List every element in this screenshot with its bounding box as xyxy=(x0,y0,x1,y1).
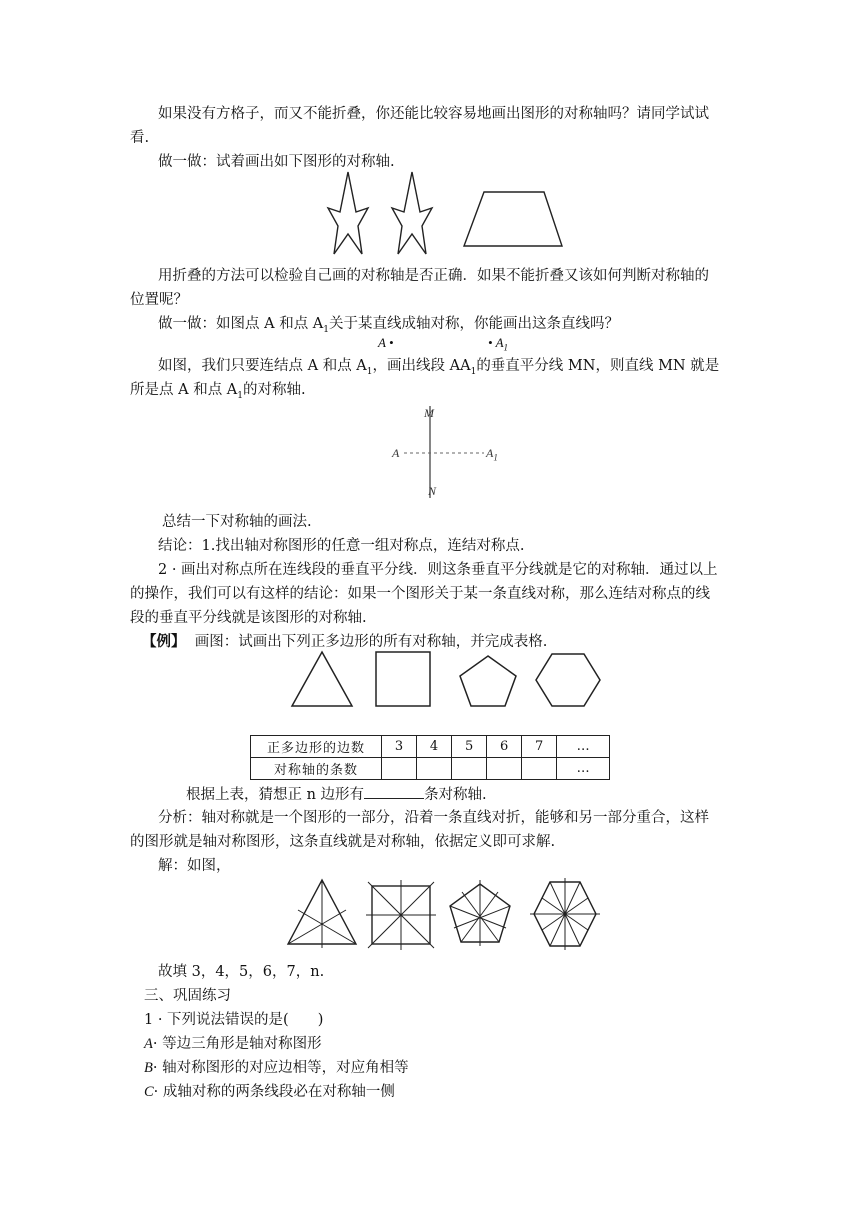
trapezoid-shape xyxy=(464,192,562,246)
table-cell: 正多边形的边数 xyxy=(251,736,382,758)
conclusion-1: 结论：1.找出轴对称图形的任意一组对称点，连结对称点. xyxy=(158,538,525,554)
paragraph-fold-cont: 位置呢？ xyxy=(130,292,188,308)
label-a: A xyxy=(392,446,400,460)
paragraph-method: 如图，我们只要连结点 A 和点 $A_1$，画出线段 $AA_1$的垂直平分线 MN，则直线 MN 就是 xyxy=(158,358,720,377)
label-m: M xyxy=(424,406,434,420)
example-tag: 【例】 xyxy=(142,633,186,650)
table-cell xyxy=(382,758,417,780)
triangle-with-axes xyxy=(288,880,356,948)
table-row xyxy=(251,758,610,780)
star-shape-1 xyxy=(328,172,368,254)
summary-prompt: 总结一下对称轴的画法. xyxy=(162,514,312,530)
perpendicular-bisector-figure xyxy=(390,404,510,500)
hexagon-shape xyxy=(536,654,600,706)
table-cell: 对称轴的条数 xyxy=(251,758,382,780)
star-shape-2 xyxy=(392,172,432,254)
analysis-cont: 的图形就是轴对称图形，这条直线就是对称轴，依据定义即可求解. xyxy=(130,834,556,850)
square-with-axes xyxy=(366,880,436,950)
paragraph-intro: 如果没有方格子，而又不能折叠，你还能比较容易地画出图形的对称轴吗？请同学试试 xyxy=(158,106,709,122)
try-it-1: 做一做：试着画出如下图形的对称轴. xyxy=(158,154,395,170)
conclusion-2: 2 · 画出对称点所在连线段的垂直平分线．则这条垂直平分线就是它的对称轴．通过以上 xyxy=(158,562,718,578)
table-cell xyxy=(417,758,452,780)
conjecture-line: 根据上表，猜想正 n 边形有 条对称轴. xyxy=(186,784,487,805)
try-it-2: 做一做：如图点 A 和点 $A_1$关于某直线成轴对称，你能画出这条直线吗？ xyxy=(158,316,620,335)
table-cell: 4 xyxy=(417,736,452,758)
point-a1-label: • $A_1$ xyxy=(488,335,509,353)
pentagon-with-axes xyxy=(450,880,510,946)
star-trapezoid-figure xyxy=(320,168,590,260)
point-a-label: A • xyxy=(378,335,394,350)
symmetry-count-table xyxy=(250,735,610,780)
label-a1: $A_1$ xyxy=(486,446,498,463)
paragraph-intro-cont: 看. xyxy=(130,130,150,146)
conclusion-2-cont: 的操作，我们可以有这样的结论：如果一个图形关于某一条直线对称，那么连结对称点的线 xyxy=(130,586,710,602)
option-c: C· 成轴对称的两条线段必在对称轴一侧 xyxy=(144,1084,395,1100)
paragraph-method-cont: 所是点 A 和点 $A_1$的对称轴. xyxy=(130,382,306,401)
answer-blank xyxy=(364,784,424,799)
question-1: 1 · 下列说法错误的是( ) xyxy=(144,1012,324,1028)
pentagon-shape xyxy=(460,656,516,706)
option-b: B· 轴对称图形的对应边相等，对应角相等 xyxy=(144,1060,409,1076)
example-line: 【例】 画图：试画出下列正多边形的所有对称轴，并完成表格. xyxy=(142,633,548,650)
table-cell xyxy=(452,758,487,780)
label-n: N xyxy=(428,484,437,498)
table-cell: 6 xyxy=(487,736,522,758)
square-shape xyxy=(376,652,430,706)
table-cell: … xyxy=(557,758,610,780)
table-cell: … xyxy=(557,736,610,758)
analysis: 分析：轴对称就是一个图形的一部分，沿着一条直线对折，能够和另一部分重合，这样 xyxy=(158,810,709,826)
regular-polygons-figure xyxy=(286,648,606,712)
table-cell: 7 xyxy=(522,736,557,758)
option-a: A· 等边三角形是轴对称图形 xyxy=(144,1036,322,1052)
section-heading: 三、巩固练习 xyxy=(144,988,231,1004)
table-cell xyxy=(522,758,557,780)
conclusion-2-cont2: 段的垂直平分线就是该图形的对称轴. xyxy=(130,610,367,626)
table-cell: 3 xyxy=(382,736,417,758)
triangle-shape xyxy=(292,652,352,706)
polygons-with-axes-figure xyxy=(284,876,614,952)
table-cell xyxy=(487,758,522,780)
paragraph-fold: 用折叠的方法可以检验自己画的对称轴是否正确．如果不能折叠又该如何判断对称轴的 xyxy=(158,268,709,284)
hexagon-with-axes xyxy=(530,878,600,950)
table-row xyxy=(251,736,610,758)
solution-label: 解：如图， xyxy=(158,858,231,874)
answer-line: 故填 3，4，5，6，7，n. xyxy=(158,964,325,980)
table-cell: 5 xyxy=(452,736,487,758)
